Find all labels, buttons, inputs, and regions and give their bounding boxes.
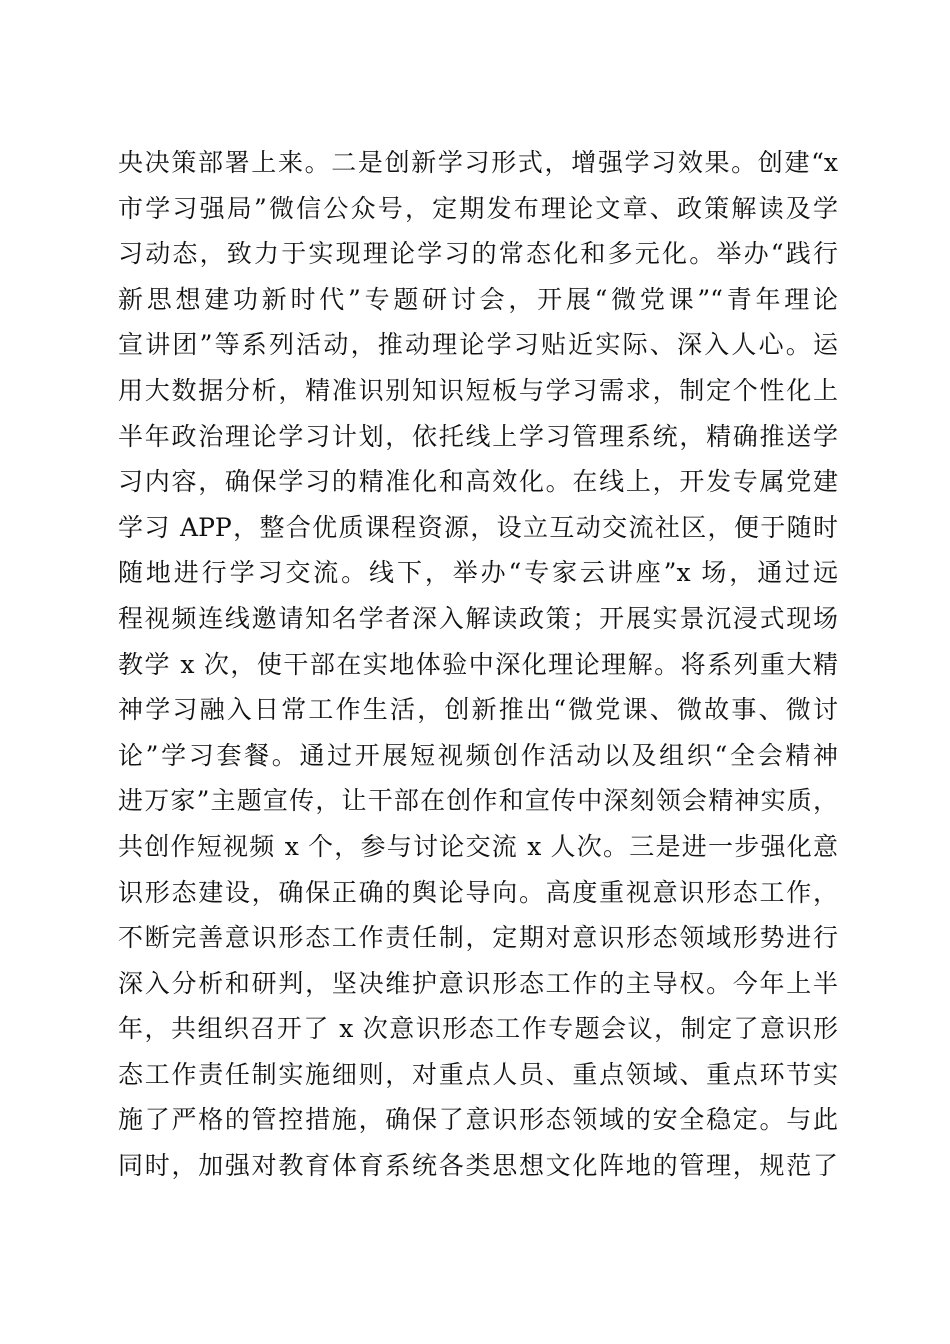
- text-line: 用大数据分析，精准识别知识短板与学习需求，制定个性化上: [118, 375, 838, 405]
- text-line: 学习 APP，整合优质课程资源，设立互动交流社区，便于随时: [118, 512, 838, 542]
- text-line: 习动态，致力于实现理论学习的常态化和多元化。举办“践行: [118, 239, 838, 269]
- text-line: 新思想建功新时代”专题研讨会，开展“微党课”“青年理论: [118, 284, 838, 314]
- text-line: 市学习强局”微信公众号，定期发布理论文章、政策解读及学: [118, 193, 838, 223]
- text-line: 识形态建设，确保正确的舆论导向。高度重视意识形态工作，: [118, 877, 838, 907]
- text-line: 半年政治理论学习计划，依托线上学习管理系统，精确推送学: [118, 421, 838, 451]
- text-line: 央决策部署上来。二是创新学习形式，增强学习效果。创建“x: [118, 148, 838, 177]
- text-line: 随地进行学习交流。线下，举办“专家云讲座”x 场，通过远: [118, 558, 838, 588]
- text-line: 程视频连线邀请知名学者深入解读政策；开展实景沉浸式现场: [118, 603, 838, 633]
- text-line: 深入分析和研判，坚决维护意识形态工作的主导权。今年上半: [118, 968, 838, 998]
- body-text: [118, 140, 838, 1189]
- text-line: 不断完善意识形态工作责任制，定期对意识形态领域形势进行: [118, 923, 838, 953]
- text-line: 习内容，确保学习的精准化和高效化。在线上，开发专属党建: [118, 467, 838, 497]
- text-line: 态工作责任制实施细则，对重点人员、重点领域、重点环节实: [118, 1059, 838, 1089]
- text-line: 施了严格的管控措施，确保了意识形态领域的安全稳定。与此: [118, 1105, 838, 1135]
- text-line: 论”学习套餐。通过开展短视频创作活动以及组织“全会精神: [118, 740, 838, 770]
- text-line: 宣讲团”等系列活动，推动理论学习贴近实际、深入人心。运: [118, 330, 838, 360]
- text-line: 进万家”主题宣传，让干部在创作和宣传中深刻领会精神实质，: [118, 786, 838, 816]
- text-line: 共创作短视频 x 个，参与讨论交流 x 人次。三是进一步强化意: [118, 831, 838, 861]
- text-line: 神学习融入日常工作生活，创新推出“微党课、微故事、微讨: [118, 695, 838, 725]
- text-line: 同时，加强对教育体育系统各类思想文化阵地的管理，规范了: [118, 1151, 838, 1181]
- text-line: 年，共组织召开了 x 次意识形态工作专题会议，制定了意识形: [118, 1014, 838, 1044]
- text-line: 教学 x 次，使干部在实地体验中深化理论理解。将系列重大精: [118, 649, 838, 679]
